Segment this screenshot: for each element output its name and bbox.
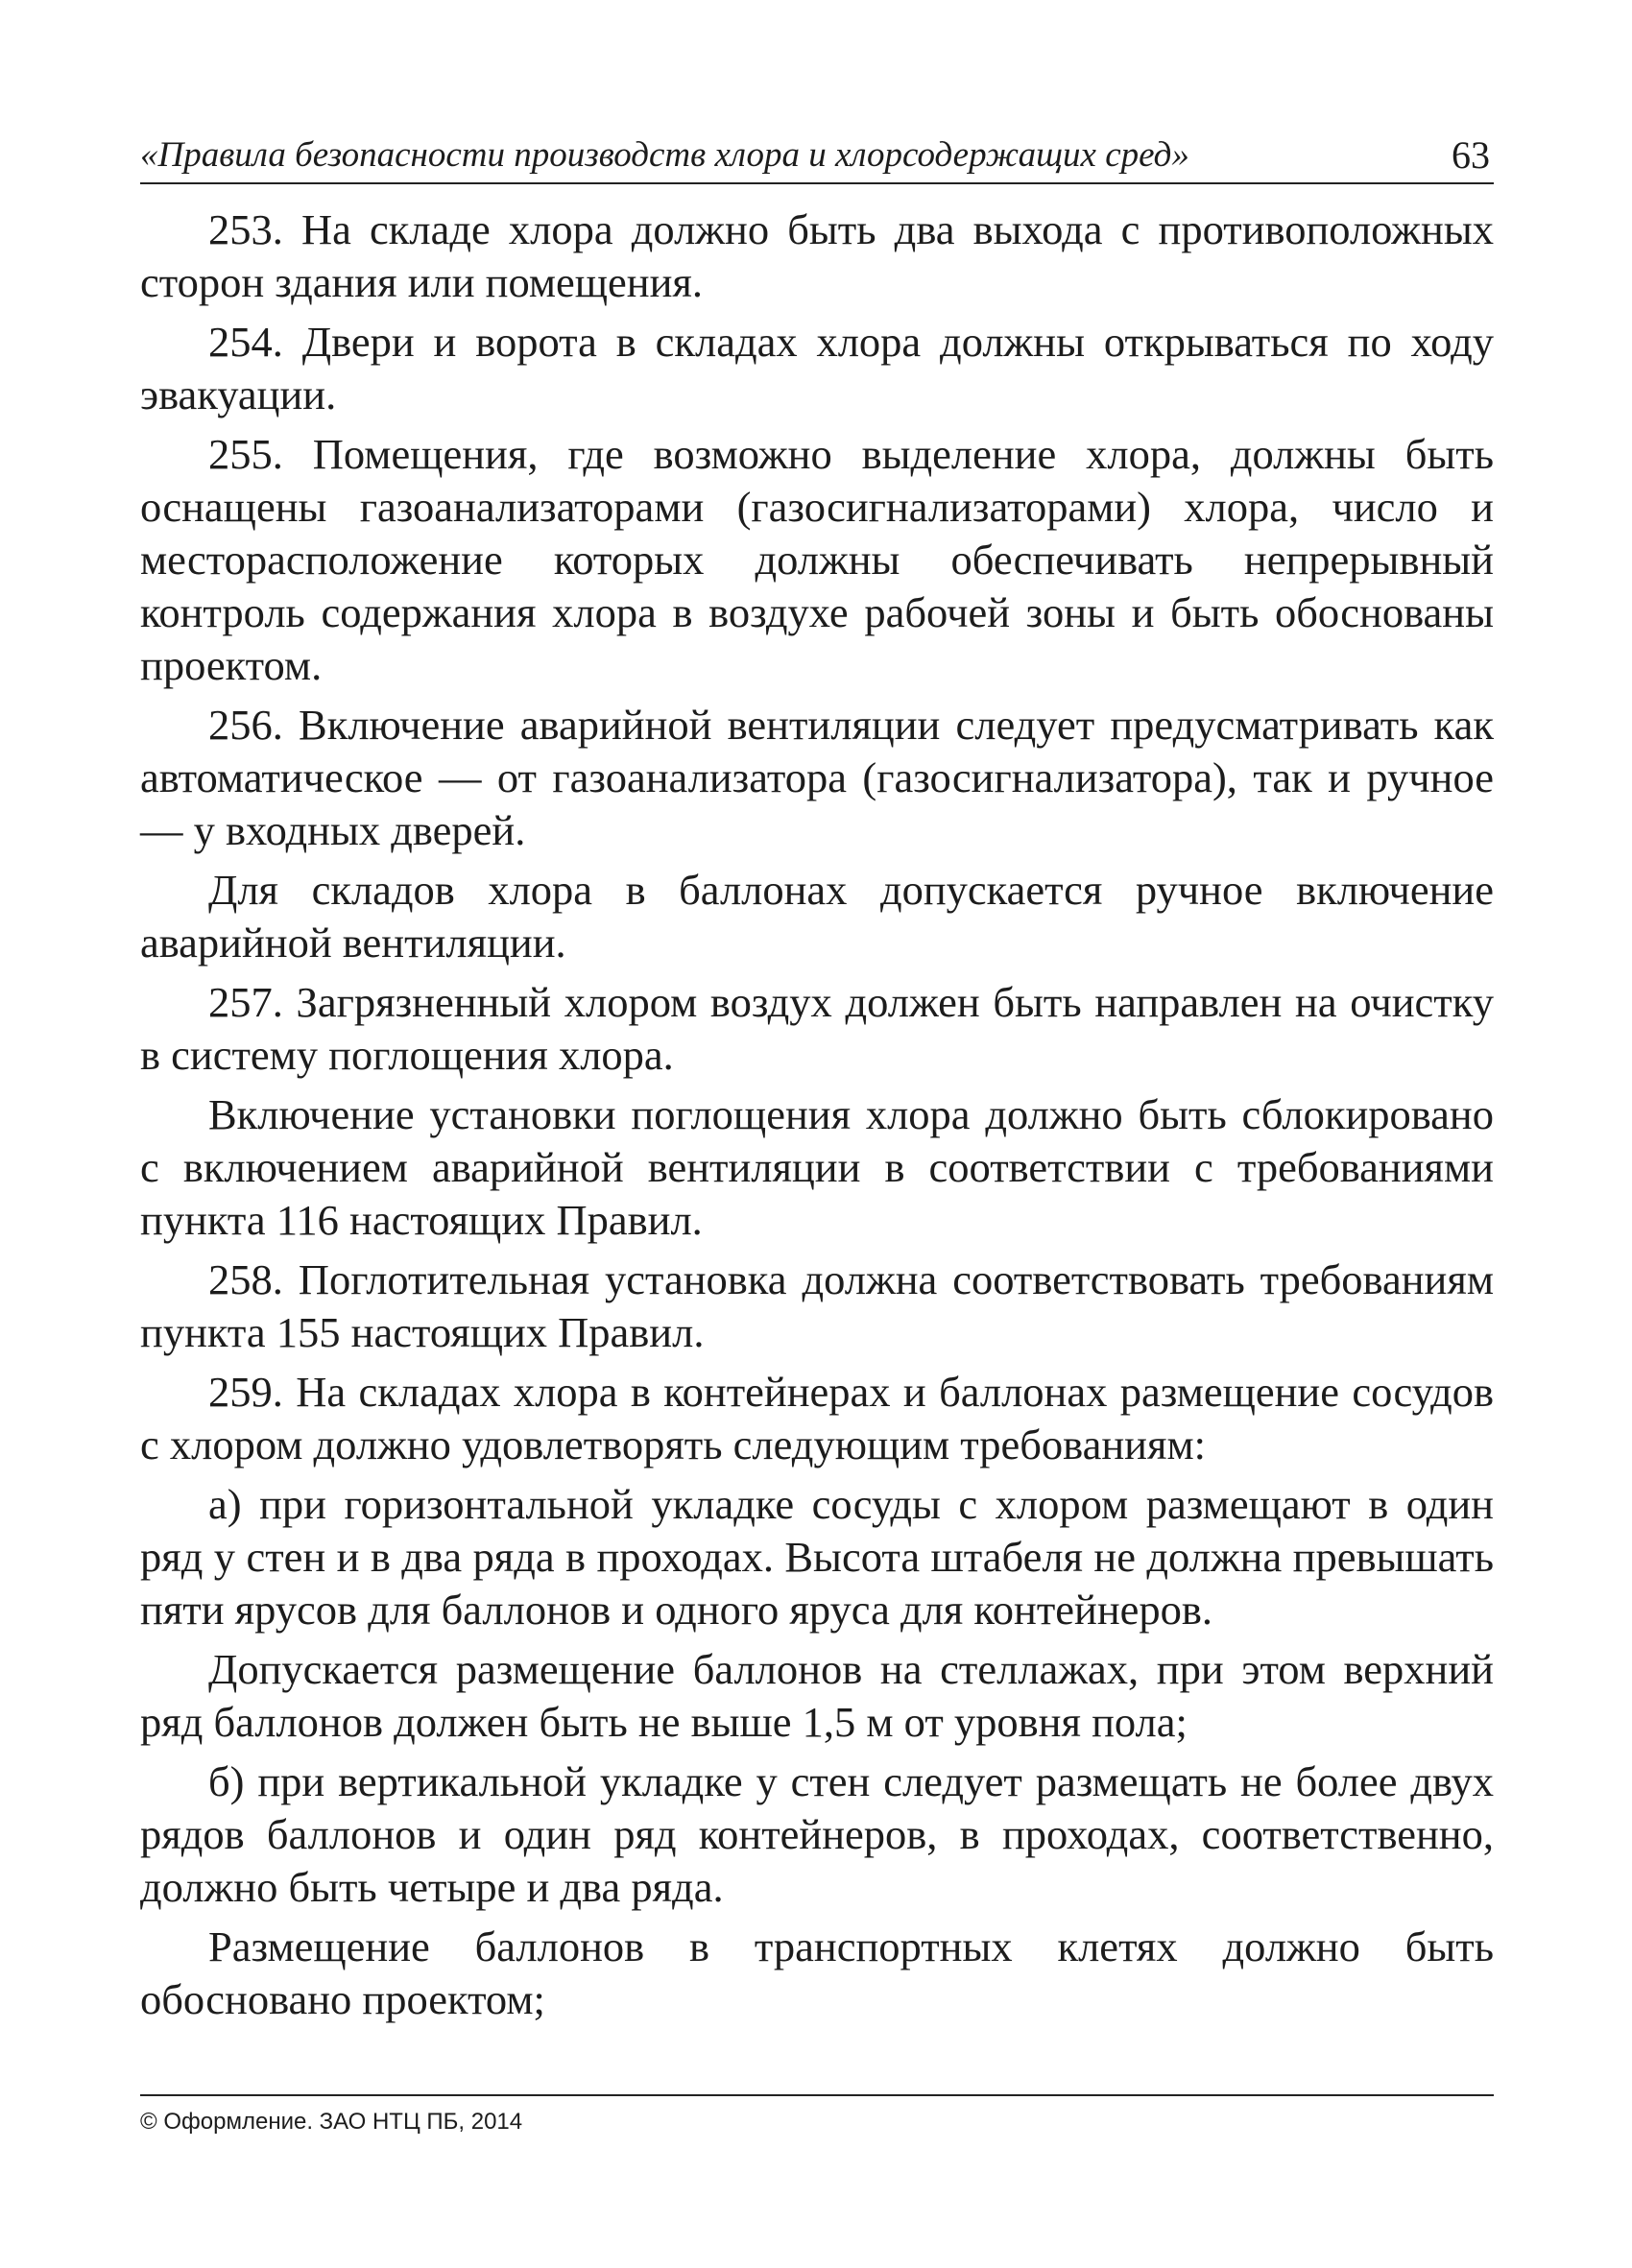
paragraph-258: 258. Поглотительная установка должна соответствовать требованиям пункта 155 настоящих Правил.: [140, 1255, 1494, 1356]
paragraph-256: 256. Включение аварийной вентиляции следует предусматривать как автоматическое — от газоанализатора (газосигнализатора), так и ручное — у входных дверей.: [140, 701, 1494, 854]
page-body: [140, 203, 1494, 2026]
paragraph-255: 255. Помещения, где возможно выделение хлора, должны быть оснащены газоанализаторами (газосигнализаторами) хлора, число и месторасположение которых должны обеспечивать непрерывный контроль содержания хлора в воздухе рабочей зоны и быть обоснованы проектом.: [140, 430, 1494, 689]
page-number: 63: [1452, 133, 1490, 177]
paragraph-259-a: а) при горизонтальной укладке сосуды с хлором размещают в один ряд у стен и в два ряда в проходах. Высота штабеля не должна превышать пяти ярусов для баллонов и одного яруса для контейнеров.: [140, 1480, 1494, 1634]
paragraph-259-b-note: Размещение баллонов в транспортных клетях должно быть обосновано проектом;: [140, 1922, 1494, 2023]
paragraph-259-a-note: Допускается размещение баллонов на стеллажах, при этом верхний ряд баллонов должен быть не выше 1,5 м от уровня пола;: [140, 1645, 1494, 1746]
header-title: «Правила безопасности производств хлора и хлорсодержащих сред»: [140, 135, 1189, 175]
paragraph-256-note: Для складов хлора в баллонах допускается ручное включение аварийной вентиляции.: [140, 866, 1494, 967]
running-header: [140, 132, 1494, 184]
paragraph-257-note: Включение установки поглощения хлора должно быть сблокировано с включением аварийной вентиляции в соответствии с требованиями пункта 116 настоящих Правил.: [140, 1090, 1494, 1244]
paragraph-257: 257. Загрязненный хлором воздух должен быть направлен на очистку в систему поглощения хлора.: [140, 978, 1494, 1079]
paragraph-259-b: б) при вертикальной укладке у стен следует размещать не более двух рядов баллонов и один ряд контейнеров, в проходах, соответственно, должно быть четыре и два ряда.: [140, 1757, 1494, 1911]
footer-copyright: © Оформление. ЗАО НТЦ ПБ, 2014: [140, 2109, 523, 2135]
paragraph-259: 259. На складах хлора в контейнерах и баллонах размещение сосудов с хлором должно удовлетворять следующим требованиям:: [140, 1368, 1494, 1468]
paragraph-254: 254. Двери и ворота в складах хлора должны открываться по ходу эвакуации.: [140, 318, 1494, 418]
paragraph-253: 253. На складе хлора должно быть два выхода с противоположных сторон здания или помещения.: [140, 205, 1494, 306]
footer-divider: [140, 2094, 1494, 2096]
